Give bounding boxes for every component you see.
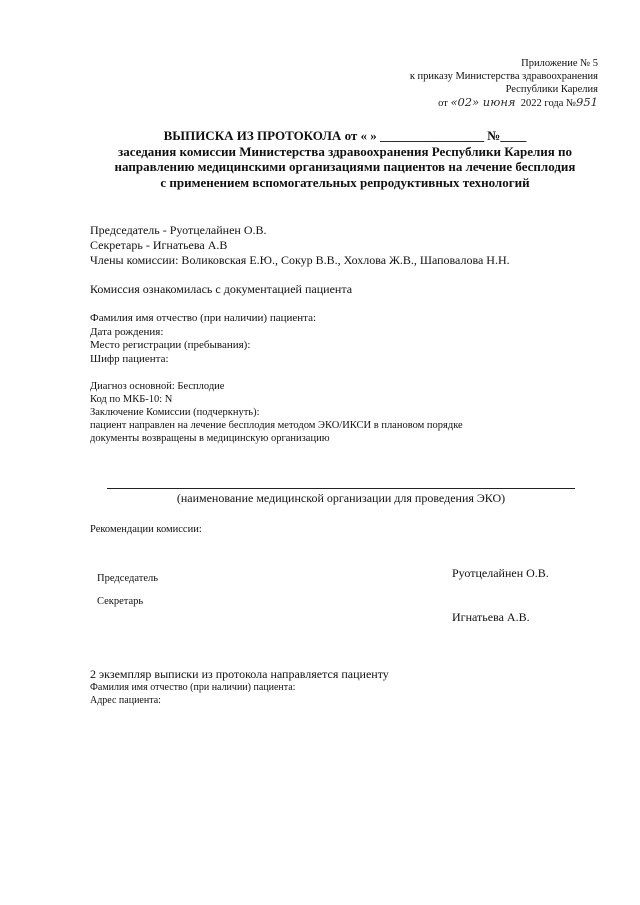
commission-secretary: Секретарь - Игнатьева А.В	[90, 238, 228, 252]
copy-patient-name-label: Фамилия имя отчество (при наличии) пациента:	[90, 682, 296, 693]
commission-chairman: Председатель - Руотцелайнен О.В.	[90, 223, 267, 237]
appendix-republic: Республики Карелия	[505, 84, 598, 95]
appendix-date-prefix: от	[438, 98, 448, 109]
signature-chairman-label: Председатель	[97, 573, 159, 584]
document-title	[60, 128, 630, 190]
copy-note: 2 экземпляр выписки из протокола направляется пациенту	[90, 667, 389, 681]
conclusion-label: Заключение Комиссии (подчеркнуть):	[90, 407, 260, 418]
organization-caption: (наименование медицинской организации для проведения ЭКО)	[176, 491, 506, 505]
appendix-order-ref: к приказу Министерства здравоохранения	[409, 71, 598, 82]
patient-code-label: Шифр пациента:	[90, 352, 169, 365]
patient-birth-label: Дата рождения:	[90, 325, 164, 338]
title-line-3: направлению медицинскими организациями пациентов на лечение бесплодия	[114, 159, 576, 174]
conclusion-option-referred: пациент направлен на лечение бесплодия методом ЭКО/ИКСИ в плановом порядке	[90, 420, 463, 431]
diagnosis-icd: Код по МКБ-10: N	[90, 394, 173, 405]
signature-secretary-label: Секретарь	[97, 596, 144, 607]
title-line-4: с применением вспомогательных репродуктивных технологий	[160, 174, 530, 190]
appendix-number: Приложение № 5	[521, 58, 598, 69]
appendix-date-line	[410, 96, 598, 110]
appendix-order-number-handwritten: 951	[576, 95, 598, 109]
patient-registration-label: Место регистрации (пребывания):	[90, 339, 251, 351]
appendix-date-handwritten: «02» июня	[450, 95, 516, 109]
conclusion-option-returned: документы возвращены в медицинскую организацию	[90, 433, 330, 444]
signature-secretary-name: Игнатьева А.В.	[452, 610, 530, 624]
appendix-block	[410, 57, 598, 110]
appendix-date-year: 2022 года №	[520, 98, 577, 109]
commission-block	[90, 223, 510, 268]
patient-block	[90, 312, 316, 366]
reviewed-statement: Комиссия ознакомилась с документацией пациента	[90, 282, 353, 296]
patient-name-label: Фамилия имя отчество (при наличии) пациента:	[90, 312, 317, 324]
copy-block	[90, 682, 295, 707]
signature-chairman-name: Руотцелайнен О.В.	[452, 566, 549, 580]
title-line-1: ВЫПИСКА ИЗ ПРОТОКОЛА от « » ________________ №____	[163, 128, 527, 143]
organization-blank-line	[107, 488, 575, 489]
title-line-2: заседания комиссии Министерства здравоохранения Республики Карелия по	[117, 143, 573, 159]
diagnosis-block	[90, 380, 463, 445]
diagnosis-main: Диагноз основной: Бесплодие	[90, 381, 225, 392]
recommendations-label: Рекомендации комиссии:	[90, 524, 202, 535]
commission-members: Члены комиссии: Воликовская Е.Ю., Сокур В.В., Хохлова Ж.В., Шаповалова Н.Н.	[90, 253, 510, 267]
copy-patient-address-label: Адрес пациента:	[90, 694, 161, 706]
